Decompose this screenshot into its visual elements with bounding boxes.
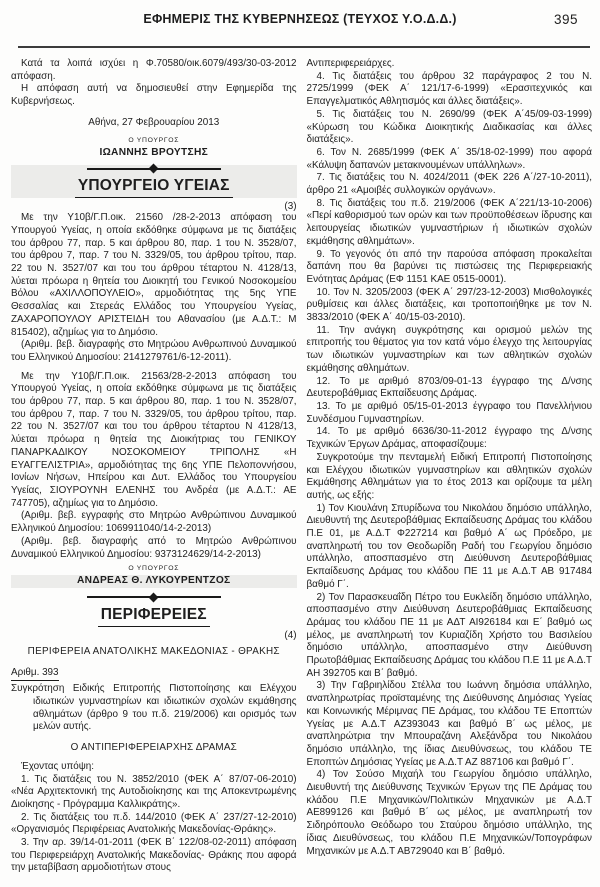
section-divider xyxy=(87,594,221,601)
consideration-item: 3. Την αρ. 39/14-01-2011 (ΦΕΚ Β΄ 122/08-02-2011) απόφαση του Περιφερειάρχη Ανατολικής Μακεδονίας- Θράκης που αφορά την μεταβίβαση αρμοδιοτήτων στους xyxy=(11,837,297,874)
left-column xyxy=(11,58,297,875)
registry-note: (Αριθμ. βεβ. εγγραφής στο Μητρώο Ανθρώπινου Δυναμικού Ελληνικού Δημοσίου: 1069911040/14-2-2013) xyxy=(11,510,297,535)
signature-name: ΙΩΑΝΝΗΣ ΒΡΟΥΤΣΗΣ xyxy=(99,146,209,158)
consideration-item: 14. Το με αριθμό 6636/30-11-2012 έγγραφο της Δ/νσης Τεχνικών Έργων Δράμας, αποφασίζουμε: xyxy=(306,426,592,451)
consideration-item: 1. Τις διατάξεις του Ν. 3852/2010 (ΦΕΚ Α΄ 87/07-06-2010) «Νέα Αρχιτεκτονική της Αυτοδιοίκησης και της Αποκεντρωμένης Διοίκησης - Πρόγραμμα Καλλικράτης». xyxy=(11,773,297,810)
continuation-paragraph: Αντιπεριφερειάρχες. xyxy=(306,58,395,69)
consideration-item: 2. Τις διατάξεις του π.δ. 144/2010 (ΦΕΚ Α΄ 237/27-12-2010) «Οργανισμός Περιφέρειας Ανατολικής Μακεδονίας-Θράκης». xyxy=(11,811,297,836)
item-number: (4) xyxy=(284,629,297,641)
signature-name: ΑΝΔΡΕΑΣ Θ. ΛΥΚΟΥΡΕΝΤΖΟΣ xyxy=(11,575,297,588)
decision-paragraph: Συγκροτούμε την πενταμελή Ειδική Επιτροπή Πιστοποίησης και Ελέγχου ιδιωτικών γυμναστηρίων και αθλητικών σχολών Εκμάθησης Αθλημάτων για το έτος 2013 και ορίζουμε τα μέλη αυτής, ως εξής: xyxy=(306,451,592,501)
consideration-item: 12. Το με αριθμό 8703/09-01-13 έγγραφο της Δ/νσης Δευτεροβάθμιας Εκπαίδευσης Δράμας. xyxy=(306,375,592,400)
registry-note: (Αριθμ. βεβ. διαγραφής από το Μητρώο Ανθρώπινου Δυναμικού Ελληνικού Δημοσίου: 9373124629/14-2-2013) xyxy=(11,535,297,560)
section-divider xyxy=(87,165,221,172)
divider-line xyxy=(156,596,221,598)
authority-title: Ο ΑΝΤΙΠΕΡΙΦΕΡΕΙΑΡΧΗΣ ΔΡΑΜΑΣ xyxy=(70,742,237,754)
gazette-title: ΕΦΗΜΕΡΙΣ ΤΗΣ ΚΥΒΕΡΝΗΣΕΩΣ (ΤΕΥΧΟΣ Υ.Ο.Δ.Δ.) xyxy=(143,12,457,26)
divider-line xyxy=(87,596,152,598)
divider-line xyxy=(87,168,152,170)
consideration-item: 9. Το γεγονός ότι από την παρούσα απόφαση προκαλείται δαπάνη που θα βαρύνει τις πιστώσεις της Περιφερειακής Ενότητας Δράμας (ΕΦ 1151 ΚΑΕ 0515-0001). xyxy=(306,248,592,285)
registry-note: (Αριθμ. βεβ. διαγραφής στο Μητρώου Ανθρωπινού Δυναμικού του Ελληνικού Δημοσίου: 2141279761/6-12-2011). xyxy=(11,339,297,363)
gazette-header xyxy=(0,0,600,42)
ministry-section-heading: ΥΠΟΥΡΓΕΙΟ ΥΓΕΙΑΣ xyxy=(11,176,297,198)
body-paragraph: Η απόφαση αυτή να δημοσιευθεί στην Εφημερίδα της Κυβερνήσεως. xyxy=(11,83,297,108)
consideration-item: 5. Τις διατάξεις του Ν. 2690/99 (ΦΕΚ Α΄45/09-03-1999) «Κύρωση του Κώδικα Διοικητικής Διαδικασίας και άλλες διατάξεις». xyxy=(306,108,592,146)
body-paragraph: Με την Υ10β/Γ.Π.οικ. 21563/28-2-2013 απόφαση του Υπουργού Υγείας, η οποία εκδόθηκε σύμφωνα με τις διατάξεις του άρθρου 77, παρ. 5 και άρθρου 80, παρ. 1 του Ν. 3528/07, του άρθρου 7, παρ. 7 του Ν. 3329/05, του άρθρου τρίτου, παρ. 22 του Ν. 3527/07 και του του άρθρου τέταρτου Ν 4128/13, λύεται πρόωρα η θητεία της Διοικήτριας του ΓΕΝΙΚΟΥ ΠΑΝΑΡΚΑΔΙΚΟΥ ΝΟΣΟΚΟΜΕΙΟΥ ΤΡΙΠΟΛΗΣ «Η ΕΥΑΓΓΕΛΙΣΤΡΙΑ», αρμοδιότητας της 6ης ΥΠΕ Πελοποννήσου, Ιονίων Νήσων, Ηπείρου και Δυτ. Ελλάδος του Υπουργείου Υγείας, ΣΙΟΥΡΟΥΝΗ ΕΛΕΝΗΣ του Ανδρέα (με Α.Δ.Τ.: ΑΕ 747705), αζημίως για το Δημόσιο. xyxy=(11,370,297,509)
divider-line xyxy=(156,168,221,170)
region-name: ΠΕΡΙΦΕΡΕΙΑ ΑΝΑΤΟΛΙΚΗΣ ΜΑΚΕΔΟΝΙΑΣ - ΘΡΑΚΗΣ xyxy=(27,645,280,657)
item-number: (3) xyxy=(284,201,297,213)
consideration-item: 10. Τον Ν. 3205/2003 (ΦΕΚ Α΄ 297/23-12-2003) Μισθολογικές ρυθμίσεις και άλλες διατάξεις, και τροποποιήθηκε με τον Ν. 3833/2010 (ΦΕΚ Α΄ 40/15-03-2010). xyxy=(306,286,592,324)
page-body xyxy=(0,48,600,875)
member-paragraph: 2) Τον Παρασκευαΐδη Πέτρο του Ευκλείδη δημόσιο υπάλληλο, αποσπασμένο στην Διεύθυνση Δευτεροβάθμιας Εκπαίδευσης Δράμας του κλάδου ΠΕ 11 με ΑΔΤ ΑΙ926184 και Ε΄ βαθμό ως μέλος, με αναπληρωτή τον Κυριαζίδη Χρήστο του Βασιλείου δημόσιο υπάλληλο, αποσπασμένο στην Διεύθυνση Πρωτοβάθμιας Εκπαίδευσης Δράμας του κλάδου Π.Ε 11 με Α.Δ.Τ ΑΗ 392705 και Β΄ βαθμό. xyxy=(306,591,592,679)
signature-role: Ο ΥΠΟΥΡΓΟΣ xyxy=(128,136,180,144)
decision-subject: Συγκρότηση Ειδικής Επιτροπής Πιστοποίησης και Ελέγχου ιδιωτικών γυμναστηρίων και ιδιωτικών σχολών εκμάθησης αθλημάτων (άρθρο 9 του π.δ. 219/2006) και ορισμός των μελών αυτής. xyxy=(11,683,297,733)
signature-role: Ο ΥΠΟΥΡΓΟΣ xyxy=(128,565,180,573)
diamond-icon xyxy=(149,592,159,602)
diamond-icon xyxy=(149,164,159,174)
consideration-item: 8. Τις διατάξεις του π.δ. 219/2006 (ΦΕΚ Α΄221/13-10-2006) «Περί καθορισμού των ορών και των προϋποθέσεων ίδρυσης και λειτουργείας ιδιωτικών γυμναστήριων ή ιδιωτικών σχολών εκμάθησης αθλημάτων». xyxy=(306,197,592,247)
scan-band xyxy=(11,165,297,198)
page-number: 395 xyxy=(553,12,578,27)
preamble: Έχοντας υπόψη: xyxy=(21,760,95,772)
document-number: Αριθμ. 393 xyxy=(11,667,297,682)
member-paragraph: 3) Την Γαβριηλίδου Στέλλα του Ιωάννη δημόσια υπάλληλο, αναπληρωτρίας προϊσταμένης της Διεύθυνσης Δημόσιας Υγείας και Κοινωνικής Μέριμνας ΠΕ Δράμας, του κλάδου ΤΕ Εποπτών Υγείας με Α.Δ.Τ ΑΖ393043 και βαθμό Β΄ ως μέλος, με αναπληρώτρια την Μπουραζάνη Αλεξάνδρα του Νικολάου δημόσιο υπάλληλο, της ίδιας Διευθύνσεως, του κλάδου ΤΕ Εποπτών Δημόσιας Υγείας με Α.Δ.Τ ΑΖ 887106 και βαθμό Γ΄. xyxy=(306,680,592,768)
right-column xyxy=(307,58,593,875)
consideration-item: 11. Την ανάγκη συγκρότησης και ορισμού μελών της επιτροπής του θέματος για τον κατά νόμο έλεγχο της λειτουργίας των ιδιωτικών γυμναστηρίων και των αθλητικών σχολών εκμάθησης αθλημάτων. xyxy=(306,324,592,374)
member-paragraph: 4) Τον Σούσο Μιχαήλ του Γεωργίου δημόσιο υπάλληλο, Διευθυντή της Διεύθυνσης Τεχνικών Έργων της ΠΕ Δράμας του κλάδου Π.Ε Μηχανικών/Πολιτικών Μηχανικών με Α.Δ.Τ ΑΕ899126 και βαθμό Β΄ ως μέλος, με αναπληρωτή τον Σιδηρόπουλο Θεόδωρο του Σταύρου δημόσιο υπάλληλο, της ίδιας Διευθύνσεως, του κλάδου Π.Ε Μηχανικών/Τοπογράφων Μηχανικών με Α.Δ.Τ ΑΒ729040 και Β΄ βαθμό. xyxy=(306,769,592,857)
consideration-item: 7. Τις διατάξεις του Ν. 4024/2011 (ΦΕΚ 226 Α΄/27-10-2011), άρθρο 21 «Αμοιβές συλλογικών οργάνων». xyxy=(306,172,592,197)
consideration-item: 4. Τις διατάξεις του άρθρου 32 παράγραφος 2 του Ν. 2725/1999 (ΦΕΚ Α΄ 121/17-6-1999) «Ερασιτεχνικός και Επαγγελματικός Αθλητισμός και άλλες διατάξεις». xyxy=(306,70,592,108)
member-paragraph: 1) Τον Κιουλάνη Σπυρίδωνα του Νικολάου δημόσιο υπάλληλο, Διευθυντή της Δευτεροβάθμιας Εκπαίδευσης Δράμας του κλάδου Π.Ε 01, με Α.Δ.Τ Φ227214 και βαθμό Α΄ ως Πρόεδρο, με αναπληρωτή του τον Θεοδωρίδη Ραδή του Γεωργίου δημόσιο υπάλληλο, αποσπασμένο στη Διεύθυνση Δευτεροβάθμιας Εκπαίδευσης Δράμας του κλάδου ΠΕ 11 με Α.Δ.Τ ΑΒ 917484 βαθμό Γ΄. xyxy=(306,502,592,590)
consideration-item: 6. Τον Ν. 2685/1999 (ΦΕΚ Α΄ 35/18-02-1999) που αφορά «Κάλυψη δαπανών μετακινουμένων υπάλληλων». xyxy=(306,146,592,171)
regions-section-heading: ΠΕΡΙΦΕΡΕΙΕΣ xyxy=(11,605,297,627)
signature-place-date: Αθήνα, 27 Φεβρουαρίου 2013 xyxy=(88,116,220,128)
body-paragraph: Με την Υ10β/Γ.Π.οικ. 21560 /28-2-2013 απόφαση του Υπουργού Υγείας, η οποία εκδόθηκε σύμφωνα με τις διατάξεις του άρθρου 77, παρ. 5 και άρθρου 80, παρ. 1 του Ν. 3528/07, του άρθρου 7, παρ. 7 του Ν. 3329/05, του άρθρου τρίτου, παρ. 22 του Ν. 3527/07 και του του άρθρου τέταρτου Ν. 4128/13, λύεται πρόωρα η θητεία του Διοικητή του Γενικού Νοσοκομείου Βόλου «ΑΧΙΛΛΟΠΟΥΛΕΙΟ», αρμοδιότητας της 5ης ΥΠΕ Θεσσαλίας και Στερεάς Ελλάδος του Υπουργείου Υγείας, ΖΑΧΑΡΟΠΟΥΛΟΥ ΑΡΙΣΤΕΙΔΗ του Αθανασίου (με Α.Δ.Τ.: Μ 815402), αζημίως για το Δημόσιο. xyxy=(11,212,297,338)
consideration-item: 13. Το με αριθμό 05/15-01-2013 έγγραφο του Πανελλήνιου Συνδέσμου Γυμναστηρίων. xyxy=(306,400,592,425)
body-paragraph: Κατά τα λοιπά ισχύει η Φ.70580/οικ.6079/493/30-03-2012 απόφαση. xyxy=(11,58,297,82)
